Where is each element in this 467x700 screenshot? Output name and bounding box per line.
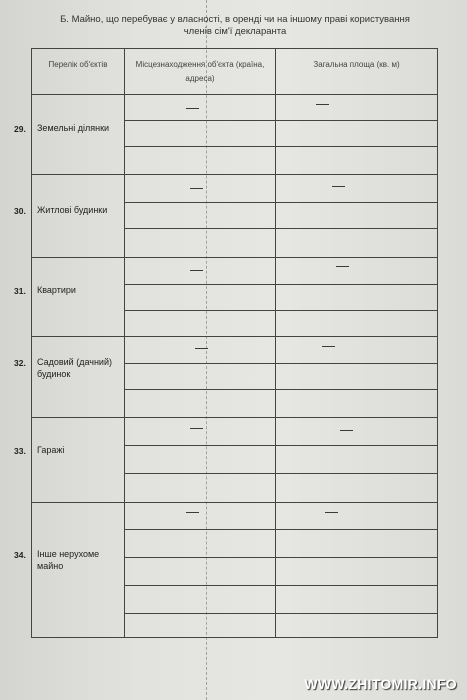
area-cell	[276, 337, 438, 363]
location-cell	[125, 613, 276, 637]
handwritten-dash	[190, 270, 203, 271]
area-cell	[276, 120, 438, 146]
row-number: 34.	[14, 550, 26, 560]
handwritten-dash	[332, 186, 345, 187]
area-cell	[276, 557, 438, 585]
row-label-garden-house: Садовий (дачний) будинок	[37, 357, 112, 379]
location-cell	[125, 503, 276, 529]
location-cell	[125, 311, 276, 337]
location-cell	[125, 120, 276, 146]
area-cell	[276, 175, 438, 202]
location-cell	[125, 94, 276, 120]
row-cell-garages	[32, 418, 125, 503]
row-label-land: Земельні ділянки	[37, 123, 110, 133]
area-cell	[276, 229, 438, 258]
location-cell	[125, 390, 276, 418]
section-subtitle: членів сім'ї декларанта	[183, 26, 287, 37]
area-cell	[276, 311, 438, 337]
location-cell	[125, 229, 276, 258]
area-cell	[276, 473, 438, 502]
area-cell	[276, 390, 438, 418]
row-number: 33.	[14, 446, 26, 456]
location-cell	[125, 147, 276, 175]
location-cell	[125, 418, 276, 445]
handwritten-dash	[316, 104, 329, 105]
row-number: 30.	[14, 206, 26, 216]
row-number: 32.	[14, 358, 26, 368]
location-cell	[125, 363, 276, 389]
row-label-other-property: Інше нерухоме майно	[37, 549, 100, 571]
location-cell	[125, 202, 276, 228]
row-number: 29.	[14, 124, 26, 134]
row-number: 31.	[14, 286, 26, 296]
row-cell-apartments	[32, 258, 125, 337]
area-cell	[276, 284, 438, 310]
area-cell	[276, 147, 438, 175]
handwritten-dash	[322, 346, 335, 347]
row-label-apartments: Квартири	[37, 285, 76, 295]
handwritten-dash	[190, 428, 203, 429]
location-cell	[125, 337, 276, 363]
area-cell	[276, 613, 438, 637]
area-cell	[276, 445, 438, 473]
row-cell-houses	[32, 175, 125, 258]
handwritten-dash	[190, 188, 203, 189]
row-cell-land	[32, 94, 125, 175]
location-cell	[125, 529, 276, 557]
handwritten-dash	[195, 348, 208, 349]
handwritten-dash	[336, 266, 349, 267]
location-cell	[125, 473, 276, 502]
handwritten-dash	[325, 512, 338, 513]
location-cell	[125, 284, 276, 310]
column-header-area: Загальна площа (кв. м)	[276, 49, 438, 95]
handwritten-dash	[340, 430, 353, 431]
area-cell	[276, 258, 438, 284]
handwritten-dash	[186, 512, 199, 513]
row-label-garages: Гаражі	[37, 445, 65, 455]
area-cell	[276, 363, 438, 389]
handwritten-dash	[186, 108, 199, 109]
area-cell	[276, 202, 438, 228]
area-cell	[276, 586, 438, 613]
section-header	[30, 14, 440, 38]
location-cell	[125, 445, 276, 473]
area-cell	[276, 503, 438, 529]
location-cell	[125, 586, 276, 613]
area-cell	[276, 94, 438, 120]
area-cell	[276, 418, 438, 445]
column-header-objects: Перелік об'єктів	[32, 49, 125, 95]
table-header-row	[32, 49, 438, 95]
location-cell	[125, 557, 276, 585]
column-header-location: Місцезнаходження об'єкта (країна, адреса)	[125, 49, 276, 95]
watermark: WWW.ZHITOMIR.INFO	[304, 676, 457, 692]
row-label-houses: Житлові будинки	[37, 205, 108, 215]
location-cell	[125, 258, 276, 284]
area-cell	[276, 529, 438, 557]
section-title: Б. Майно, що перебуває у власності, в оренді чи на іншому праві користування	[60, 14, 410, 25]
